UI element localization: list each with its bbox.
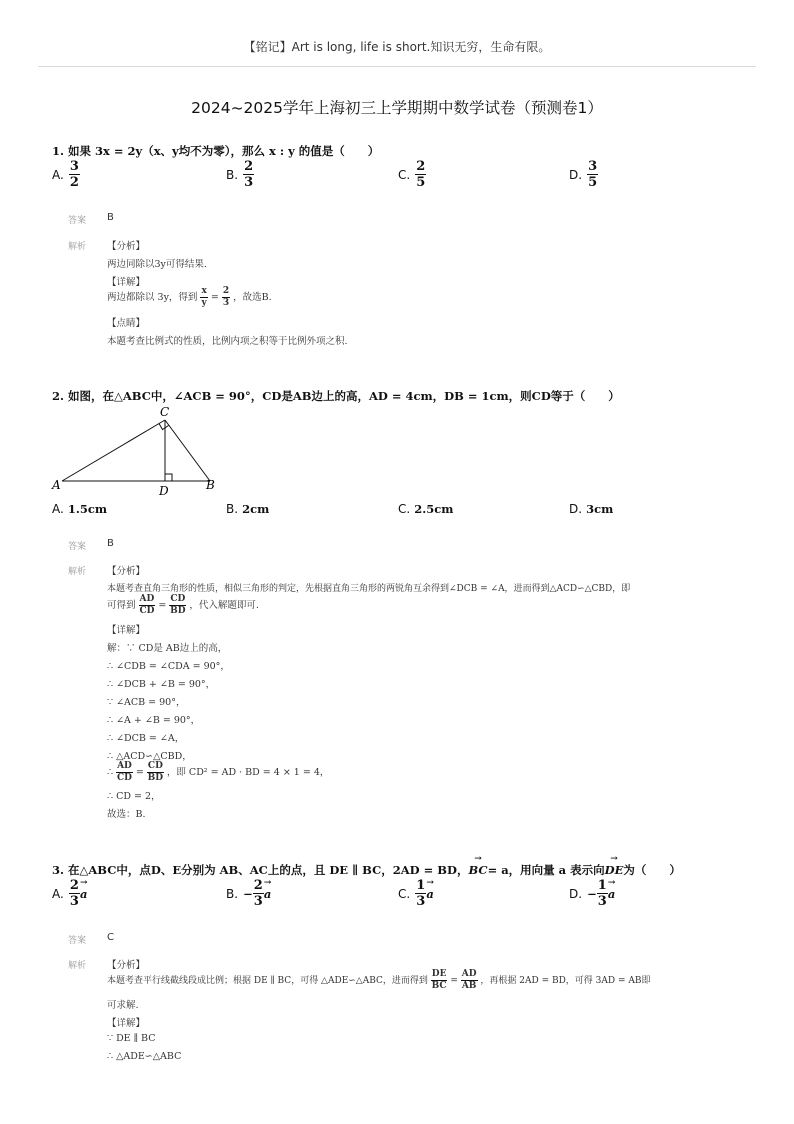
option-letter: B. bbox=[226, 168, 239, 182]
q3-step-1: ∵ DE ∥ BC bbox=[107, 1033, 156, 1044]
q1-tag-analysis: 【分析】 bbox=[107, 241, 146, 252]
q1-tag-comment: 【点睛】 bbox=[107, 318, 146, 329]
numerator: 2 bbox=[69, 878, 79, 893]
q3-tag-analysis: 【分析】 bbox=[107, 960, 146, 971]
q2-step-8 bbox=[107, 762, 329, 783]
vector-a: → a bbox=[80, 887, 87, 901]
numerator: 1 bbox=[416, 878, 426, 893]
vertex-a-label: A bbox=[52, 478, 61, 492]
page-title: 2024~2025学年上海初三上学期期中数学试卷（预测卷1） bbox=[191, 99, 603, 117]
denominator: AB bbox=[461, 981, 477, 991]
numerator: 2 bbox=[244, 159, 254, 174]
denominator: BD bbox=[170, 606, 186, 616]
denominator: 3 bbox=[597, 894, 607, 909]
q3-option-d[interactable] bbox=[569, 879, 615, 908]
q1-stem: 1. 如果 3x = 2y（x、y均不为零），那么 x : y 的值是（ ） bbox=[52, 144, 380, 158]
q2-analysis-line2 bbox=[107, 595, 259, 616]
right-angle-mark-d bbox=[165, 474, 172, 481]
q2-step-5: ∴ ∠A + ∠B = 90°， bbox=[107, 715, 201, 726]
q2-step-7: ∴ △ACD∽△CBD， bbox=[107, 751, 192, 762]
q3-tag-detail: 【详解】 bbox=[107, 1018, 146, 1029]
option-letter: A. bbox=[52, 887, 64, 901]
analysis-text: ，代入解题即可. bbox=[189, 600, 259, 611]
q2-step-4: ∵ ∠ACB = 90°， bbox=[107, 697, 186, 708]
vector-a: → a bbox=[426, 887, 433, 901]
q1-option-a[interactable] bbox=[52, 160, 80, 189]
q3-analysis-line1 bbox=[107, 970, 650, 991]
numerator: AD bbox=[461, 969, 477, 979]
q2-option-d[interactable] bbox=[569, 502, 613, 516]
q2-stem: 2. 如图，在△ABC中，∠ACB = 90°，CD是AB边上的高，AD = 4cm，DB = 1cm，则CD等于（ ） bbox=[52, 389, 620, 403]
vector-bc: → BC bbox=[468, 863, 487, 877]
q1-option-d[interactable] bbox=[569, 160, 598, 189]
option-text: 3cm bbox=[586, 502, 614, 516]
equals-sign: = bbox=[135, 767, 144, 778]
option-letter: B. bbox=[226, 502, 239, 516]
option-sign: − bbox=[587, 887, 597, 901]
option-text: 2cm bbox=[242, 502, 270, 516]
option-letter: D. bbox=[569, 887, 583, 901]
analysis-text: 本题考查平行线截线段成比例；根据 DE ∥ BC，可得 △ADE∽△ABC，进而得到 bbox=[107, 976, 428, 986]
equals-sign: = bbox=[450, 976, 458, 986]
vector-a: → a bbox=[264, 887, 271, 901]
numerator: x bbox=[201, 286, 207, 296]
option-letter: A. bbox=[52, 168, 64, 182]
q2-step-1: 解：∵ CD是 AB边上的高， bbox=[107, 643, 228, 654]
denominator: 5 bbox=[588, 175, 598, 190]
q3-analysis-label: 解析 bbox=[68, 961, 87, 971]
numerator: AD bbox=[139, 594, 155, 604]
detail-text: ，故选B. bbox=[233, 292, 272, 303]
stem-text: = a，用向量 a 表示向 bbox=[487, 863, 605, 877]
vector-a: → a bbox=[608, 887, 615, 901]
q1-analysis-text: 两边同除以3y可得结果. bbox=[107, 259, 207, 270]
q3-option-b[interactable] bbox=[226, 879, 271, 908]
option-letter: C. bbox=[398, 168, 411, 182]
page-header: 【铭记】Art is long, life is short.知识无穷，生命有限。 bbox=[243, 40, 551, 54]
denominator: 5 bbox=[416, 175, 426, 190]
q2-step-6: ∴ ∠DCB = ∠A， bbox=[107, 733, 185, 744]
q2-tag-analysis: 【分析】 bbox=[107, 566, 146, 577]
q1-option-b[interactable] bbox=[226, 160, 254, 189]
option-sign: − bbox=[243, 887, 253, 901]
q2-analysis-text: 本题考查直角三角形的性质，相似三角形的判定，先根据直角三角形的两锐角互余得到∠DCB = ∠A，进而得到△ACD∽△CBD，即 bbox=[107, 584, 631, 594]
side-ac bbox=[62, 420, 165, 481]
option-letter: B. bbox=[226, 887, 239, 901]
denominator: 3 bbox=[222, 298, 230, 308]
vertex-b-label: B bbox=[206, 478, 215, 492]
equals-sign: = bbox=[158, 600, 167, 611]
q1-answer-label: 答案 bbox=[68, 216, 87, 226]
q1-answer: B bbox=[107, 212, 114, 223]
denominator: 3 bbox=[253, 894, 263, 909]
vertex-d-label: D bbox=[159, 484, 169, 498]
right-angle-mark-c bbox=[159, 424, 169, 430]
option-letter: A. bbox=[52, 502, 64, 516]
option-text: 2.5cm bbox=[414, 502, 454, 516]
header-divider bbox=[38, 66, 756, 67]
q2-step-3: ∴ ∠DCB + ∠B = 90°， bbox=[107, 679, 216, 690]
q2-answer: B bbox=[107, 538, 114, 549]
analysis-text: 可得到 bbox=[107, 600, 136, 611]
q2-step-9: ∴ CD = 2， bbox=[107, 791, 161, 802]
q2-triangle-figure bbox=[50, 402, 230, 498]
step-text: ，即 CD² = AD · BD = 4 × 1 = 4， bbox=[166, 767, 330, 778]
q3-option-c[interactable] bbox=[398, 879, 434, 908]
numerator: CD bbox=[147, 761, 163, 771]
vertex-c-label: C bbox=[160, 405, 170, 419]
numerator: AD bbox=[117, 761, 132, 771]
option-letter: D. bbox=[569, 168, 583, 182]
numerator: 1 bbox=[597, 878, 607, 893]
q3-answer: C bbox=[107, 932, 114, 943]
q3-answer-label: 答案 bbox=[68, 936, 87, 946]
option-letter: C. bbox=[398, 887, 411, 901]
option-text: 1.5cm bbox=[67, 502, 108, 516]
q1-comment-text: 本题考查比例式的性质，比例内项之积等于比例外项之积. bbox=[107, 336, 348, 347]
q2-option-c[interactable] bbox=[398, 502, 453, 516]
analysis-text: ，再根据 2AD = BD，可得 3AD = AB即 bbox=[480, 976, 651, 986]
q1-tag-detail: 【详解】 bbox=[107, 277, 146, 288]
denominator: BD bbox=[147, 773, 164, 783]
q1-detail-line bbox=[107, 287, 272, 308]
numerator: DE bbox=[431, 969, 447, 979]
q2-step-2: ∴ ∠CDB = ∠CDA = 90°， bbox=[107, 661, 230, 672]
therefore-sign: ∴ bbox=[107, 767, 114, 778]
stem-text: 3. 在△ABC中，点D、E分别为 AB、AC上的点，且 DE ∥ BC，2AD = BD， bbox=[52, 863, 469, 877]
vector-de: → DE bbox=[605, 863, 624, 877]
option-letter: D. bbox=[569, 502, 583, 516]
denominator: BC bbox=[431, 981, 447, 991]
denominator: 3 bbox=[416, 894, 426, 909]
numerator: 2 bbox=[416, 159, 426, 174]
q1-option-c[interactable] bbox=[398, 160, 426, 189]
numerator: 3 bbox=[588, 159, 598, 174]
denominator: 3 bbox=[69, 894, 79, 909]
denominator: y bbox=[201, 298, 207, 308]
q2-analysis-label: 解析 bbox=[68, 567, 87, 577]
denominator: 3 bbox=[244, 175, 254, 190]
q2-step-10: 故选：B. bbox=[107, 809, 146, 820]
side-bc bbox=[165, 420, 210, 481]
equals-sign: = bbox=[210, 292, 219, 303]
numerator: 2 bbox=[222, 286, 230, 296]
detail-text: 两边都除以 3y，得到 bbox=[107, 292, 198, 303]
q3-analysis-line2: 可求解. bbox=[107, 1000, 139, 1011]
q2-option-a[interactable] bbox=[52, 502, 107, 516]
q2-answer-label: 答案 bbox=[68, 542, 87, 552]
q3-option-a[interactable] bbox=[52, 879, 87, 908]
option-letter: C. bbox=[398, 502, 411, 516]
denominator: CD bbox=[116, 773, 132, 783]
stem-text: 为（ ） bbox=[623, 863, 681, 877]
numerator: 3 bbox=[69, 159, 79, 174]
numerator: CD bbox=[170, 594, 186, 604]
q2-tag-detail: 【详解】 bbox=[107, 625, 146, 636]
q1-analysis-label: 解析 bbox=[68, 242, 87, 252]
denominator: CD bbox=[139, 606, 155, 616]
numerator: 2 bbox=[253, 878, 263, 893]
q3-stem bbox=[52, 862, 681, 878]
q3-step-2: ∴ △ADE∽△ABC bbox=[107, 1051, 182, 1062]
denominator: 2 bbox=[69, 175, 79, 190]
q2-option-b[interactable] bbox=[226, 502, 269, 516]
